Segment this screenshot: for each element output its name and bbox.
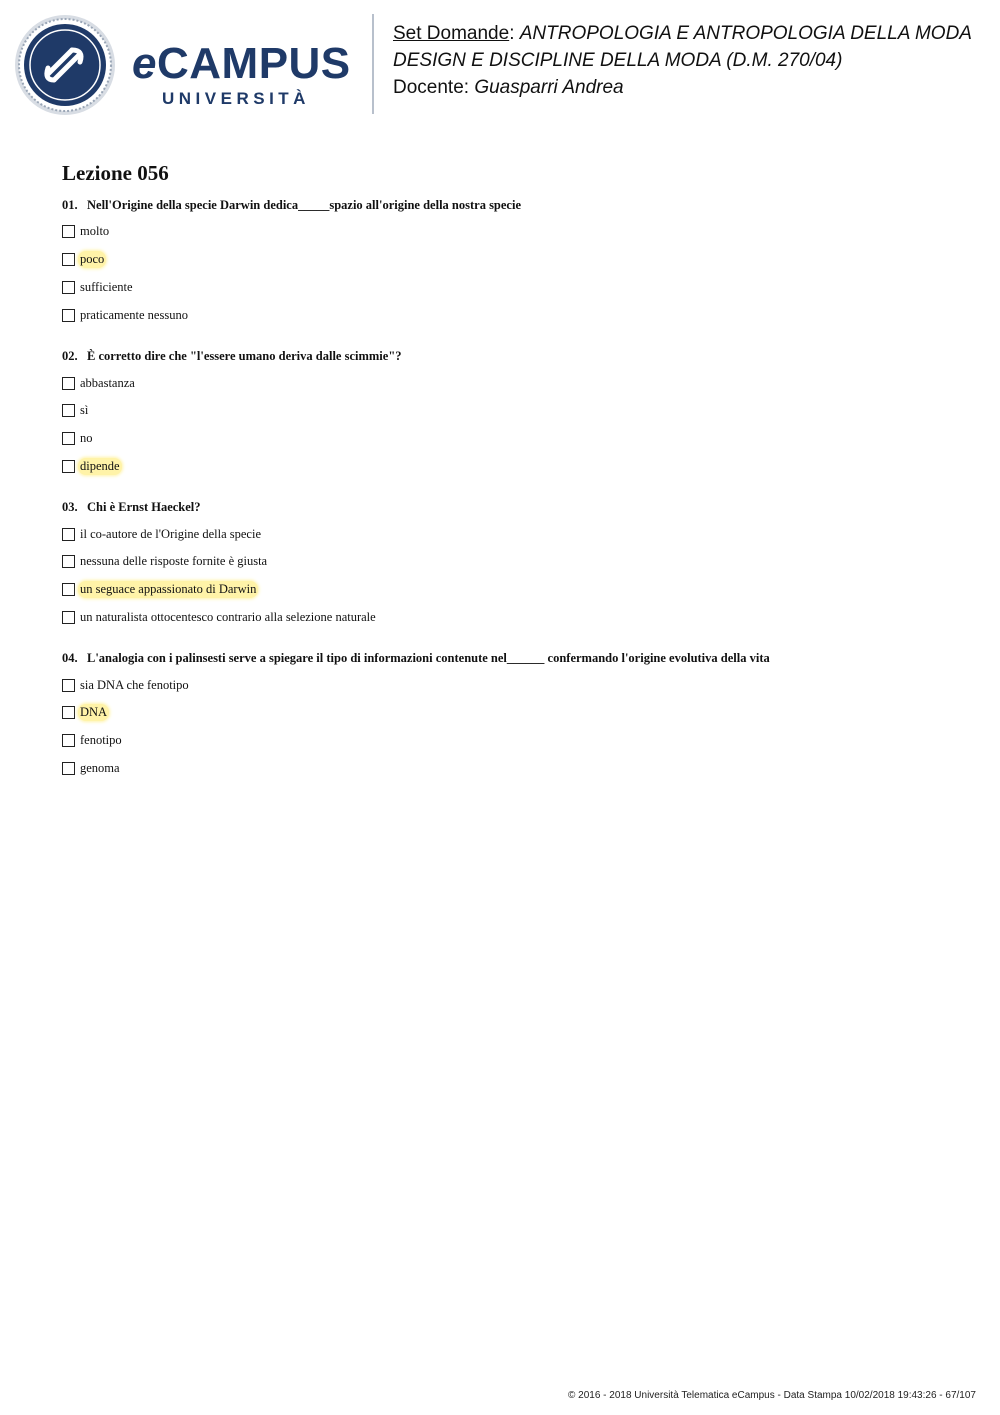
option-q04-d[interactable] xyxy=(62,759,122,777)
wordmark-e: e xyxy=(132,39,157,88)
option-q04-b[interactable] xyxy=(62,703,109,721)
question-02 xyxy=(62,349,402,364)
set-label: Set Domande xyxy=(393,23,510,44)
ecampus-wordmark xyxy=(132,39,351,88)
wordmark-universita: UNIVERSITÀ xyxy=(162,89,310,108)
checkbox[interactable] xyxy=(62,611,75,624)
option-q03-b[interactable] xyxy=(62,552,269,570)
question-04 xyxy=(62,651,770,666)
option-q01-c[interactable] xyxy=(62,278,135,296)
option-label: genoma xyxy=(80,760,120,775)
checkbox[interactable] xyxy=(62,432,75,445)
docente-label: Docente: xyxy=(393,77,470,98)
option-label: sufficiente xyxy=(80,279,133,294)
checkbox[interactable] xyxy=(62,460,75,473)
option-label: nessuna delle risposte fornite è giusta xyxy=(80,553,268,568)
option-label-highlighted: poco xyxy=(80,251,105,266)
option-q03-a[interactable] xyxy=(62,525,263,543)
option-q02-b[interactable] xyxy=(62,401,90,419)
option-label: no xyxy=(80,430,93,445)
option-label-highlighted: dipende xyxy=(80,458,120,473)
page-footer: © 2016 - 2018 Università Telematica eCampus - Data Stampa 10/02/2018 19:43:26 - 67/107 xyxy=(568,1390,976,1401)
checkbox[interactable] xyxy=(62,555,75,568)
checkbox[interactable] xyxy=(62,762,75,775)
option-q01-d[interactable] xyxy=(62,306,190,324)
question-text: È corretto dire che "l'essere umano deriva dalle scimmie"? xyxy=(87,349,402,363)
option-label: sia DNA che fenotipo xyxy=(80,677,189,692)
header-divider xyxy=(372,14,374,114)
checkbox[interactable] xyxy=(62,734,75,747)
option-q02-a[interactable] xyxy=(62,374,137,392)
option-q04-c[interactable] xyxy=(62,731,124,749)
option-q03-d[interactable] xyxy=(62,608,378,626)
option-label: molto xyxy=(80,223,110,238)
set-title-line-1 xyxy=(393,20,972,47)
lesson-title: Lezione 056 xyxy=(62,161,169,185)
option-label: il co-autore de l'Origine della specie xyxy=(80,526,261,541)
set-separator: : xyxy=(509,23,515,44)
option-label-highlighted: DNA xyxy=(80,704,108,719)
option-q02-c[interactable] xyxy=(62,429,95,447)
option-q02-d[interactable] xyxy=(62,457,122,475)
question-number: 04. xyxy=(62,651,78,665)
checkbox[interactable] xyxy=(62,528,75,541)
set-info xyxy=(393,20,972,101)
option-q01-b[interactable] xyxy=(62,250,106,268)
question-text: L'analogia con i palinsesti serve a spiegare il tipo di informazioni contenute nel______ confermando l'origine evolutiva della vita xyxy=(87,651,770,665)
question-01 xyxy=(62,198,521,213)
option-label: abbastanza xyxy=(80,375,135,390)
question-text: Chi è Ernst Haeckel? xyxy=(87,500,201,514)
wordmark-campus: CAMPUS xyxy=(156,39,351,88)
option-label: un naturalista ottocentesco contrario alla selezione naturale xyxy=(80,609,376,624)
option-q01-a[interactable] xyxy=(62,222,111,240)
question-number: 03. xyxy=(62,500,78,514)
page-header xyxy=(0,0,1000,125)
option-q03-c[interactable] xyxy=(62,580,258,598)
option-label: sì xyxy=(80,402,89,417)
docente-line xyxy=(393,74,972,101)
checkbox[interactable] xyxy=(62,309,75,322)
ecampus-seal-logo-icon xyxy=(14,14,116,116)
docente-name: Guasparri Andrea xyxy=(474,77,624,98)
checkbox[interactable] xyxy=(62,679,75,692)
checkbox[interactable] xyxy=(62,225,75,238)
option-label-highlighted: un seguace appassionato di Darwin xyxy=(80,581,257,596)
checkbox[interactable] xyxy=(62,404,75,417)
set-title-1: ANTROPOLOGIA E ANTROPOLOGIA DELLA MODA xyxy=(519,23,972,44)
question-03 xyxy=(62,500,201,515)
checkbox[interactable] xyxy=(62,706,75,719)
set-title-line-2: DESIGN E DISCIPLINE DELLA MODA (D.M. 270/04) xyxy=(393,50,843,71)
option-label: fenotipo xyxy=(80,732,122,747)
question-number: 02. xyxy=(62,349,78,363)
checkbox[interactable] xyxy=(62,281,75,294)
option-label: praticamente nessuno xyxy=(80,307,188,322)
option-q04-a[interactable] xyxy=(62,676,191,694)
checkbox[interactable] xyxy=(62,253,75,266)
checkbox[interactable] xyxy=(62,583,75,596)
question-number: 01. xyxy=(62,198,78,212)
checkbox[interactable] xyxy=(62,377,75,390)
question-text: Nell'Origine della specie Darwin dedica_____spazio all'origine della nostra specie xyxy=(87,198,521,212)
